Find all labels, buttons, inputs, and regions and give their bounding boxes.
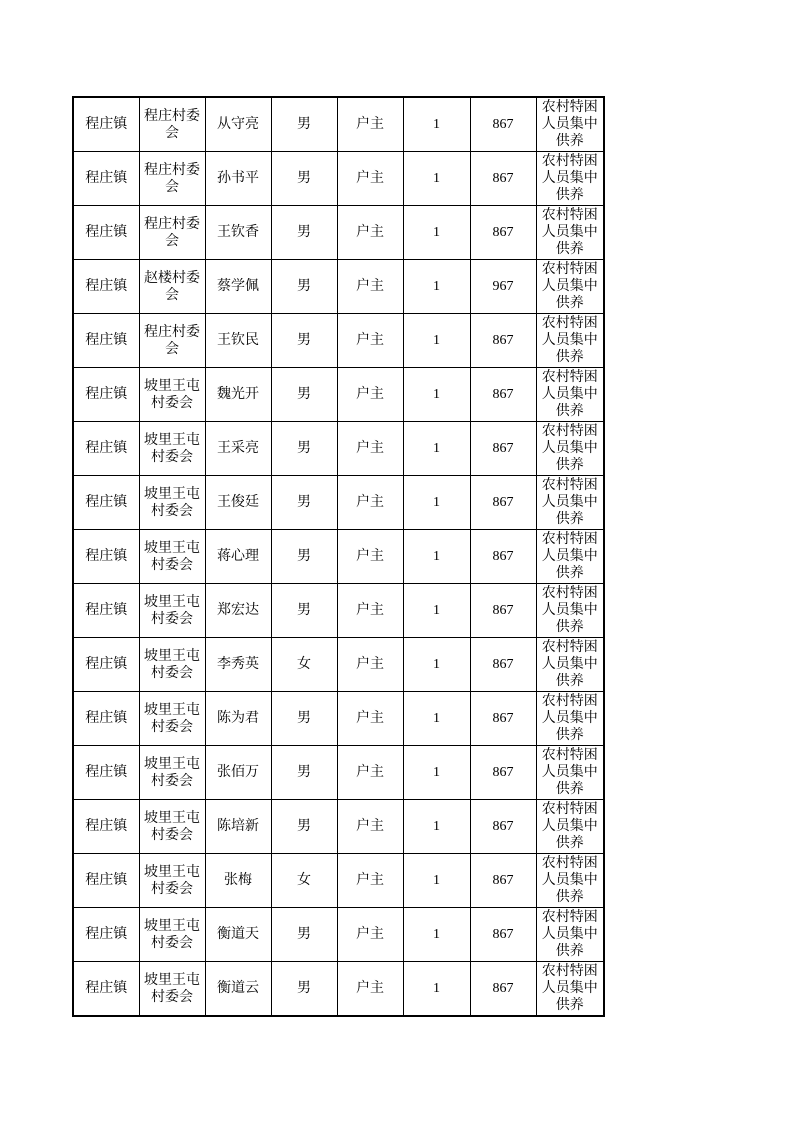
village-cell: 赵楼村委会 <box>139 260 205 314</box>
village-cell: 程庄村委会 <box>139 152 205 206</box>
relation-cell: 户主 <box>337 908 403 962</box>
category-cell: 农村特困人员集中供养 <box>536 746 604 800</box>
village-cell: 坡里王屯村委会 <box>139 476 205 530</box>
amount-cell: 867 <box>470 476 536 530</box>
beneficiary-table <box>72 96 605 1017</box>
name-cell: 衡道天 <box>205 908 271 962</box>
town-cell: 程庄镇 <box>73 854 139 908</box>
amount-cell: 867 <box>470 692 536 746</box>
town-cell: 程庄镇 <box>73 422 139 476</box>
amount-cell: 967 <box>470 260 536 314</box>
category-cell: 农村特困人员集中供养 <box>536 962 604 1017</box>
name-cell: 从守亮 <box>205 97 271 152</box>
village-cell: 程庄村委会 <box>139 206 205 260</box>
count-cell: 1 <box>403 746 470 800</box>
town-cell: 程庄镇 <box>73 530 139 584</box>
town-cell: 程庄镇 <box>73 962 139 1017</box>
relation-cell: 户主 <box>337 800 403 854</box>
count-cell: 1 <box>403 260 470 314</box>
village-cell: 坡里王屯村委会 <box>139 854 205 908</box>
gender-cell: 男 <box>271 746 337 800</box>
table-row <box>73 962 604 1017</box>
town-cell: 程庄镇 <box>73 314 139 368</box>
town-cell: 程庄镇 <box>73 746 139 800</box>
category-cell: 农村特困人员集中供养 <box>536 638 604 692</box>
gender-cell: 男 <box>271 152 337 206</box>
village-cell: 程庄村委会 <box>139 97 205 152</box>
category-cell: 农村特困人员集中供养 <box>536 368 604 422</box>
table-body <box>73 97 604 1016</box>
amount-cell: 867 <box>470 800 536 854</box>
relation-cell: 户主 <box>337 314 403 368</box>
table-row <box>73 692 604 746</box>
name-cell: 张佰万 <box>205 746 271 800</box>
name-cell: 陈为君 <box>205 692 271 746</box>
table-row <box>73 800 604 854</box>
name-cell: 衡道云 <box>205 962 271 1017</box>
relation-cell: 户主 <box>337 530 403 584</box>
amount-cell: 867 <box>470 152 536 206</box>
count-cell: 1 <box>403 800 470 854</box>
town-cell: 程庄镇 <box>73 638 139 692</box>
town-cell: 程庄镇 <box>73 908 139 962</box>
town-cell: 程庄镇 <box>73 97 139 152</box>
count-cell: 1 <box>403 638 470 692</box>
count-cell: 1 <box>403 314 470 368</box>
gender-cell: 男 <box>271 422 337 476</box>
village-cell: 坡里王屯村委会 <box>139 746 205 800</box>
gender-cell: 男 <box>271 314 337 368</box>
name-cell: 张梅 <box>205 854 271 908</box>
category-cell: 农村特困人员集中供养 <box>536 97 604 152</box>
name-cell: 魏光开 <box>205 368 271 422</box>
village-cell: 程庄村委会 <box>139 314 205 368</box>
gender-cell: 女 <box>271 638 337 692</box>
count-cell: 1 <box>403 908 470 962</box>
count-cell: 1 <box>403 476 470 530</box>
category-cell: 农村特困人员集中供养 <box>536 152 604 206</box>
relation-cell: 户主 <box>337 206 403 260</box>
table-row <box>73 206 604 260</box>
category-cell: 农村特困人员集中供养 <box>536 854 604 908</box>
gender-cell: 男 <box>271 962 337 1017</box>
relation-cell: 户主 <box>337 97 403 152</box>
name-cell: 孙书平 <box>205 152 271 206</box>
gender-cell: 男 <box>271 97 337 152</box>
count-cell: 1 <box>403 97 470 152</box>
category-cell: 农村特困人员集中供养 <box>536 908 604 962</box>
table-row <box>73 152 604 206</box>
town-cell: 程庄镇 <box>73 476 139 530</box>
category-cell: 农村特困人员集中供养 <box>536 584 604 638</box>
category-cell: 农村特困人员集中供养 <box>536 530 604 584</box>
count-cell: 1 <box>403 692 470 746</box>
amount-cell: 867 <box>470 422 536 476</box>
category-cell: 农村特困人员集中供养 <box>536 206 604 260</box>
amount-cell: 867 <box>470 962 536 1017</box>
gender-cell: 女 <box>271 854 337 908</box>
amount-cell: 867 <box>470 584 536 638</box>
category-cell: 农村特困人员集中供养 <box>536 692 604 746</box>
relation-cell: 户主 <box>337 368 403 422</box>
category-cell: 农村特困人员集中供养 <box>536 260 604 314</box>
table-row <box>73 260 604 314</box>
gender-cell: 男 <box>271 692 337 746</box>
town-cell: 程庄镇 <box>73 692 139 746</box>
amount-cell: 867 <box>470 854 536 908</box>
table-row <box>73 97 604 152</box>
relation-cell: 户主 <box>337 584 403 638</box>
village-cell: 坡里王屯村委会 <box>139 692 205 746</box>
table-row <box>73 584 604 638</box>
gender-cell: 男 <box>271 530 337 584</box>
gender-cell: 男 <box>271 260 337 314</box>
amount-cell: 867 <box>470 206 536 260</box>
amount-cell: 867 <box>470 368 536 422</box>
relation-cell: 户主 <box>337 638 403 692</box>
relation-cell: 户主 <box>337 854 403 908</box>
gender-cell: 男 <box>271 800 337 854</box>
relation-cell: 户主 <box>337 746 403 800</box>
gender-cell: 男 <box>271 908 337 962</box>
relation-cell: 户主 <box>337 962 403 1017</box>
town-cell: 程庄镇 <box>73 368 139 422</box>
town-cell: 程庄镇 <box>73 152 139 206</box>
amount-cell: 867 <box>470 908 536 962</box>
table-row <box>73 314 604 368</box>
count-cell: 1 <box>403 530 470 584</box>
name-cell: 蔡学佩 <box>205 260 271 314</box>
village-cell: 坡里王屯村委会 <box>139 962 205 1017</box>
amount-cell: 867 <box>470 97 536 152</box>
amount-cell: 867 <box>470 530 536 584</box>
category-cell: 农村特困人员集中供养 <box>536 422 604 476</box>
relation-cell: 户主 <box>337 260 403 314</box>
name-cell: 王俊廷 <box>205 476 271 530</box>
count-cell: 1 <box>403 206 470 260</box>
table-row <box>73 422 604 476</box>
category-cell: 农村特困人员集中供养 <box>536 476 604 530</box>
amount-cell: 867 <box>470 638 536 692</box>
name-cell: 蒋心理 <box>205 530 271 584</box>
name-cell: 王采亮 <box>205 422 271 476</box>
name-cell: 李秀英 <box>205 638 271 692</box>
name-cell: 陈培新 <box>205 800 271 854</box>
table-row <box>73 638 604 692</box>
table-row <box>73 368 604 422</box>
count-cell: 1 <box>403 422 470 476</box>
village-cell: 坡里王屯村委会 <box>139 530 205 584</box>
village-cell: 坡里王屯村委会 <box>139 584 205 638</box>
relation-cell: 户主 <box>337 476 403 530</box>
gender-cell: 男 <box>271 368 337 422</box>
relation-cell: 户主 <box>337 692 403 746</box>
name-cell: 王钦民 <box>205 314 271 368</box>
amount-cell: 867 <box>470 314 536 368</box>
table-row <box>73 476 604 530</box>
table-row <box>73 746 604 800</box>
gender-cell: 男 <box>271 206 337 260</box>
village-cell: 坡里王屯村委会 <box>139 638 205 692</box>
count-cell: 1 <box>403 368 470 422</box>
town-cell: 程庄镇 <box>73 800 139 854</box>
relation-cell: 户主 <box>337 152 403 206</box>
amount-cell: 867 <box>470 746 536 800</box>
town-cell: 程庄镇 <box>73 584 139 638</box>
gender-cell: 男 <box>271 584 337 638</box>
town-cell: 程庄镇 <box>73 260 139 314</box>
category-cell: 农村特困人员集中供养 <box>536 800 604 854</box>
name-cell: 王钦香 <box>205 206 271 260</box>
table-row <box>73 908 604 962</box>
name-cell: 郑宏达 <box>205 584 271 638</box>
table-row <box>73 530 604 584</box>
village-cell: 坡里王屯村委会 <box>139 800 205 854</box>
count-cell: 1 <box>403 854 470 908</box>
count-cell: 1 <box>403 584 470 638</box>
gender-cell: 男 <box>271 476 337 530</box>
table-row <box>73 854 604 908</box>
category-cell: 农村特困人员集中供养 <box>536 314 604 368</box>
count-cell: 1 <box>403 152 470 206</box>
relation-cell: 户主 <box>337 422 403 476</box>
village-cell: 坡里王屯村委会 <box>139 422 205 476</box>
count-cell: 1 <box>403 962 470 1017</box>
village-cell: 坡里王屯村委会 <box>139 908 205 962</box>
village-cell: 坡里王屯村委会 <box>139 368 205 422</box>
town-cell: 程庄镇 <box>73 206 139 260</box>
